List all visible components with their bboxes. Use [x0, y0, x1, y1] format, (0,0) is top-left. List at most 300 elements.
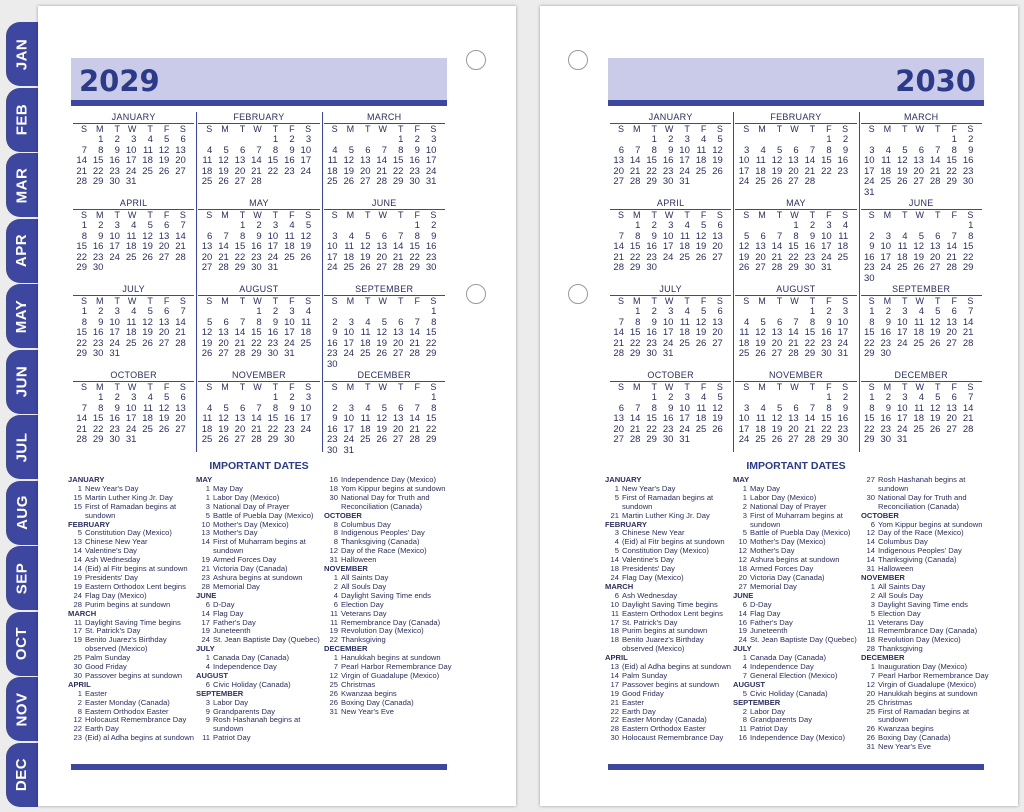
important-date-day: 1	[77, 483, 82, 493]
calendar-day: 26	[738, 262, 750, 273]
calendar-day: 25	[755, 176, 766, 187]
important-date-name: Martin Luther King Jr. Day	[85, 492, 173, 502]
calendar-day: 26	[929, 337, 941, 349]
calendar-day: 18	[142, 155, 153, 166]
important-date-name: Flag Day	[213, 608, 244, 618]
important-date-entry	[196, 716, 324, 734]
important-date-day: 18	[329, 483, 338, 493]
important-date-day: 27	[866, 475, 875, 484]
important-date-name: St. Patrick's Day	[85, 626, 141, 636]
binder-hole	[568, 50, 588, 70]
year-underline	[608, 100, 984, 106]
calendar-day: 22	[267, 165, 279, 177]
calendar-day: 28	[962, 423, 974, 435]
important-dates-column	[733, 476, 861, 743]
weekday-label: W	[915, 382, 924, 392]
calendar-day: 22	[821, 423, 832, 435]
calendar-day: 10	[679, 144, 690, 156]
calendar-day: 30	[804, 262, 816, 273]
calendar-day: 5	[918, 230, 924, 242]
calendar-day: 28	[771, 262, 783, 273]
calendar-day: 27	[946, 337, 957, 349]
tab-aug[interactable]	[6, 481, 38, 545]
calendar-day: 18	[913, 413, 924, 424]
weekday-label: M	[221, 296, 229, 306]
calendar-day: 14	[804, 155, 816, 166]
important-dates-month: MARCH	[605, 581, 634, 591]
calendar-day: 24	[738, 434, 750, 445]
calendar-day: 6	[717, 306, 723, 317]
important-date-day: 19	[201, 626, 210, 636]
calendar-day: 4	[365, 316, 371, 328]
important-date-name: Columbus Day	[878, 537, 928, 547]
calendar-day: 18	[201, 165, 213, 177]
important-date-day: 19	[73, 581, 82, 591]
calendar-day: 11	[696, 402, 707, 414]
calendar-day: 4	[207, 402, 213, 414]
weekday-label: S	[842, 210, 849, 220]
weekday-label: S	[716, 382, 723, 392]
calendar-day: 27	[392, 348, 404, 359]
calendar-day: 3	[332, 230, 338, 242]
calendar-day: 9	[256, 230, 262, 242]
important-date-name: Juneteenth	[213, 626, 251, 636]
tab-label: APR	[13, 233, 31, 268]
calendar-day: 19	[218, 423, 229, 435]
tab-dec[interactable]	[6, 743, 38, 807]
calendar-day: 7	[968, 306, 974, 317]
calendar-day: 15	[804, 327, 816, 338]
important-date-name: St. Jean Baptiste Day (Quebec)	[750, 635, 857, 645]
calendar-day: 29	[646, 434, 657, 445]
calendar-day: 4	[744, 316, 750, 328]
important-date-day: 18	[610, 564, 619, 574]
important-date-name: Holocaust Remembrance Day	[622, 733, 724, 743]
important-date-name: All Saints Day	[878, 581, 926, 591]
important-date-name: Independence Day	[750, 662, 814, 672]
important-date-name: Mother's Day (Mexico)	[213, 519, 289, 529]
calendar-day: 18	[201, 423, 213, 435]
tab-label: NOV	[13, 691, 31, 727]
important-date-day: 3	[742, 510, 747, 520]
important-date-entry	[733, 636, 861, 645]
calendar-day: 17	[896, 327, 908, 338]
calendar-day: 16	[284, 413, 295, 424]
calendar-day: 27	[929, 262, 941, 273]
calendar-day: 6	[951, 306, 957, 317]
calendar-day: 17	[425, 155, 437, 166]
tab-label: JAN	[13, 38, 31, 70]
calendar-day: 7	[180, 220, 186, 231]
calendar-day: 25	[359, 434, 371, 445]
weekday-label: M	[883, 124, 892, 134]
important-date-name: New Year's Eve	[341, 706, 394, 716]
calendar-day: 7	[81, 144, 87, 156]
weekday-label: S	[430, 296, 437, 306]
important-date-day: 30	[73, 662, 82, 672]
calendar-day: 9	[114, 402, 120, 414]
calendar-day: 26	[896, 176, 908, 187]
important-dates-column	[861, 476, 989, 752]
calendar-day: 10	[109, 230, 120, 242]
calendar-day: 1	[968, 220, 974, 231]
calendar-day: 22	[425, 423, 437, 435]
important-date-name: Halloween	[878, 564, 914, 574]
month-august	[198, 284, 319, 370]
weekday-label: S	[179, 382, 186, 392]
important-date-day: 12	[738, 555, 747, 565]
important-date-name: Purim begins at sundown	[622, 626, 708, 636]
calendar-day: 28	[175, 251, 186, 263]
important-date-name: Indigenous Peoples' Day	[878, 546, 962, 556]
weekday-label: S	[80, 296, 87, 306]
calendar-day: 9	[842, 144, 849, 156]
month-august	[735, 284, 856, 370]
calendar-day: 17	[837, 327, 849, 338]
month-name: JULY	[73, 284, 194, 296]
important-date-name: Presidents' Day	[622, 564, 675, 574]
calendar-day: 12	[201, 327, 213, 338]
calendar-day: 9	[332, 413, 338, 424]
calendar-day: 16	[662, 155, 674, 166]
weekday-label: F	[414, 382, 420, 392]
year-header-bar	[608, 58, 984, 100]
calendar-day: 8	[81, 230, 87, 242]
calendar-day: 11	[301, 316, 312, 328]
important-date-day: 9	[205, 715, 210, 725]
calendar-day: 6	[618, 144, 624, 156]
calendar-day: 20	[946, 413, 957, 424]
tab-oct[interactable]	[6, 612, 38, 676]
important-date-name: National Day for Truth and Reconciliation (Canada)	[878, 492, 967, 511]
important-date-name: Pearl Harbor Remembrance Day	[341, 662, 452, 672]
calendar-day: 8	[272, 144, 279, 156]
calendar-day: 10	[738, 155, 750, 166]
calendar-day: 24	[425, 165, 437, 177]
calendar-day: 29	[962, 262, 974, 273]
important-date-day: 14	[73, 564, 82, 574]
calendar-day: 23	[821, 337, 832, 349]
weekday-label: T	[809, 210, 816, 220]
important-date-name: Passover begins at sundown	[622, 679, 720, 689]
important-date-name: (Eid) al Adha begins at sundown	[85, 733, 194, 743]
calendar-day: 21	[771, 251, 783, 263]
calendar-day: 3	[668, 220, 674, 231]
calendar-day: 11	[143, 402, 153, 414]
weekday-label: S	[430, 124, 437, 134]
calendar-day: 4	[918, 392, 924, 403]
calendar-day: 4	[684, 306, 690, 317]
important-date-name: Yom Kippur begins at sundown	[341, 483, 446, 493]
important-date-entry	[68, 734, 196, 743]
calendar-day: 8	[635, 230, 641, 242]
tab-may[interactable]	[6, 284, 38, 348]
calendar-day: 19	[771, 165, 783, 177]
calendar-day: 23	[92, 251, 104, 263]
calendar-day: 9	[885, 316, 892, 328]
calendar-day: 29	[864, 348, 875, 359]
important-dates-month: OCTOBER	[324, 510, 362, 520]
calendar-day: 2	[668, 392, 674, 403]
calendar-day: 18	[913, 327, 924, 338]
calendar-day: 16	[327, 337, 338, 349]
calendar-day: 5	[305, 220, 312, 231]
important-date-day: 25	[866, 697, 875, 707]
calendar-day: 16	[251, 241, 262, 252]
calendar-day: 14	[409, 413, 420, 424]
month-name: APRIL	[610, 198, 731, 210]
tab-label: AUG	[13, 495, 31, 530]
calendar-day: 3	[131, 392, 137, 403]
weekday-label: S	[716, 210, 723, 220]
calendar-day: 25	[695, 165, 707, 177]
weekday-label: S	[868, 382, 875, 392]
year-calendar-grid	[71, 112, 447, 458]
calendar-day: 17	[125, 413, 137, 424]
weekday-label: F	[951, 210, 957, 220]
calendar-day: 21	[409, 337, 420, 349]
calendar-day: 14	[946, 241, 957, 252]
calendar-day: 20	[913, 165, 924, 177]
calendar-day: 20	[613, 423, 624, 435]
important-date-day: 14	[610, 555, 619, 565]
tab-sep[interactable]	[6, 546, 38, 610]
important-date-name: Battle of Puebla Day (Mexico)	[213, 510, 314, 520]
calendar-day: 12	[218, 155, 229, 166]
important-dates-month: SEPTEMBER	[733, 697, 781, 707]
calendar-day: 1	[81, 220, 87, 231]
bottom-bar	[608, 764, 984, 770]
important-date-day: 12	[329, 670, 338, 680]
calendar-day: 22	[629, 251, 641, 263]
weekday-label: S	[331, 124, 338, 134]
weekday-label: F	[826, 124, 832, 134]
calendar-day: 16	[409, 155, 420, 166]
calendar-day: 27	[392, 434, 404, 445]
weekday-label: T	[239, 382, 246, 392]
important-dates-month: NOVEMBER	[861, 572, 905, 582]
weekday-label: M	[883, 296, 892, 306]
calendar-day: 14	[76, 413, 87, 424]
weekday-label: S	[206, 382, 213, 392]
calendar-day: 26	[771, 434, 783, 445]
calendar-day: 7	[635, 144, 641, 156]
calendar-day: 8	[98, 144, 104, 156]
calendar-day: 5	[935, 306, 941, 317]
calendar-day: 13	[359, 155, 371, 166]
calendar-day: 16	[880, 327, 892, 338]
important-date-day: 8	[77, 706, 82, 716]
tab-nov[interactable]	[6, 677, 38, 741]
tab-jun[interactable]	[6, 350, 38, 414]
calendar-day: 9	[826, 316, 832, 328]
important-date-day: 5	[205, 510, 210, 520]
important-date-day: 1	[333, 653, 338, 663]
important-date-name: Flag Day (Mexico)	[85, 590, 147, 600]
important-date-name: Victoria Day (Canada)	[750, 572, 825, 582]
calendar-day: 3	[668, 306, 674, 317]
calendar-day: 1	[826, 134, 832, 145]
calendar-day: 28	[788, 348, 799, 359]
calendar-day: 9	[968, 144, 974, 156]
weekday-label: T	[684, 124, 690, 134]
important-dates-column	[324, 476, 452, 716]
important-date-day: 31	[329, 555, 338, 565]
calendar-day: 9	[272, 316, 279, 328]
important-date-name: First of Ramadan begins at sundown	[85, 501, 177, 520]
important-date-day: 14	[201, 537, 210, 547]
calendar-day: 15	[234, 241, 246, 252]
weekday-label: W	[915, 124, 924, 134]
tab-apr[interactable]	[6, 219, 38, 283]
important-date-name: Veterans Day	[341, 608, 387, 618]
calendar-day: 13	[771, 327, 783, 338]
important-date-day: 16	[738, 617, 747, 627]
important-date-name: Boxing Day (Canada)	[878, 733, 951, 743]
important-date-day: 3	[205, 501, 210, 511]
important-date-day: 19	[738, 626, 747, 636]
important-date-name: Daylight Saving Time begins	[622, 599, 718, 609]
calendar-day: 6	[398, 316, 404, 328]
calendar-day: 5	[760, 316, 766, 328]
binder-hole	[568, 284, 588, 304]
weekday-label: T	[934, 124, 941, 134]
calendar-day: 4	[701, 134, 707, 145]
calendar-day: 12	[771, 413, 783, 424]
calendar-day: 16	[327, 423, 338, 435]
calendar-day: 29	[788, 262, 799, 273]
calendar-day: 16	[864, 251, 875, 263]
calendar-day: 1	[635, 220, 641, 231]
weekday-label: S	[842, 296, 849, 306]
calendar-day: 15	[251, 327, 262, 338]
important-date-day: 5	[614, 546, 619, 556]
calendar-day: 18	[755, 423, 766, 435]
calendar-day: 20	[771, 337, 783, 349]
important-dates-month: OCTOBER	[861, 510, 899, 520]
important-date-name: Benito Juarez's Birthday observed (Mexico)	[622, 635, 704, 654]
important-date-name: National Day of Prayer	[213, 501, 290, 511]
calendar-day: 29	[646, 176, 657, 187]
calendar-day: 11	[838, 230, 849, 242]
calendar-day: 2	[289, 392, 295, 403]
tab-jul[interactable]	[6, 415, 38, 479]
weekday-label: S	[716, 296, 723, 306]
weekday-label: F	[289, 296, 295, 306]
weekday-label: F	[700, 210, 707, 220]
calendar-day: 30	[92, 348, 104, 359]
calendar-day: 22	[864, 337, 875, 349]
calendar-day: 11	[914, 316, 924, 328]
calendar-day: 26	[755, 348, 766, 359]
weekday-label: T	[147, 124, 153, 134]
calendar-day: 2	[114, 134, 120, 145]
calendar-day: 10	[343, 413, 355, 424]
calendar-day: 4	[842, 220, 849, 231]
weekday-label: T	[651, 210, 657, 220]
important-date-name: Election Day	[878, 608, 921, 618]
important-date-name: Benito Juarez's Birthday observed (Mexico)	[85, 635, 167, 654]
binder-hole	[466, 284, 486, 304]
calendar-day: 8	[826, 144, 832, 156]
calendar-day: 29	[821, 434, 832, 445]
important-date-name: Chinese New Year	[622, 528, 685, 538]
weekday-label: W	[127, 210, 137, 220]
weekday-label: M	[346, 210, 355, 220]
calendar-day: 12	[158, 144, 170, 156]
calendar-day: 2	[869, 230, 875, 242]
calendar-day: 28	[946, 262, 957, 273]
year-title: 2029	[79, 64, 160, 98]
important-date-day: 17	[201, 617, 210, 627]
calendar-day: 2	[272, 306, 279, 317]
calendar-day: 5	[744, 230, 750, 242]
weekday-label: S	[179, 210, 186, 220]
tab-mar[interactable]	[6, 153, 38, 217]
weekday-label: S	[967, 382, 974, 392]
weekday-label: S	[179, 296, 186, 306]
calendar-day: 5	[776, 402, 783, 414]
month-name: JUNE	[861, 198, 982, 210]
calendar-day: 5	[701, 306, 707, 317]
weekday-label: W	[127, 124, 137, 134]
calendar-day: 23	[425, 251, 437, 263]
calendar-day: 3	[348, 402, 355, 414]
weekday-label: F	[414, 210, 420, 220]
calendar-day: 19	[695, 327, 707, 338]
weekday-label: S	[305, 124, 312, 134]
calendar-day: 13	[613, 155, 624, 166]
tab-label: SEP	[13, 562, 31, 594]
important-date-day: 28	[866, 644, 875, 654]
calendar-day: 24	[343, 434, 355, 445]
calendar-day: 30	[646, 348, 657, 359]
month-name: APRIL	[73, 198, 194, 210]
year-underline	[71, 100, 447, 106]
calendar-day: 10	[662, 316, 674, 328]
month-january	[73, 112, 194, 198]
calendar-day: 19	[929, 413, 941, 424]
tab-jan[interactable]	[6, 22, 38, 86]
calendar-day: 27	[613, 434, 624, 445]
weekday-label: T	[776, 296, 783, 306]
calendar-day: 17	[738, 165, 750, 177]
calendar-day: 11	[680, 230, 690, 242]
calendar-day: 6	[760, 230, 766, 242]
calendar-day: 15	[629, 327, 641, 338]
important-date-name: (Eid) al Fitr begins at sundown	[85, 564, 188, 574]
weekday-label: F	[951, 382, 957, 392]
calendar-day: 8	[431, 402, 437, 414]
calendar-day: 27	[788, 434, 799, 445]
weekday-label: T	[239, 296, 246, 306]
calendar-day: 16	[267, 327, 279, 338]
calendar-day: 18	[695, 155, 707, 166]
important-date-day: 10	[610, 599, 619, 609]
calendar-day: 23	[837, 423, 849, 435]
calendar-day: 31	[125, 434, 137, 445]
calendar-day: 24	[864, 176, 875, 187]
calendar-day: 21	[76, 165, 87, 177]
important-date-day: 26	[866, 733, 875, 743]
calendar-day: 19	[712, 155, 723, 166]
tab-feb[interactable]	[6, 88, 38, 152]
important-date-day: 1	[333, 572, 338, 582]
calendar-day: 10	[738, 413, 750, 424]
calendar-day: 20	[376, 251, 387, 263]
calendar-day: 13	[234, 155, 246, 166]
calendar-day: 16	[662, 413, 674, 424]
